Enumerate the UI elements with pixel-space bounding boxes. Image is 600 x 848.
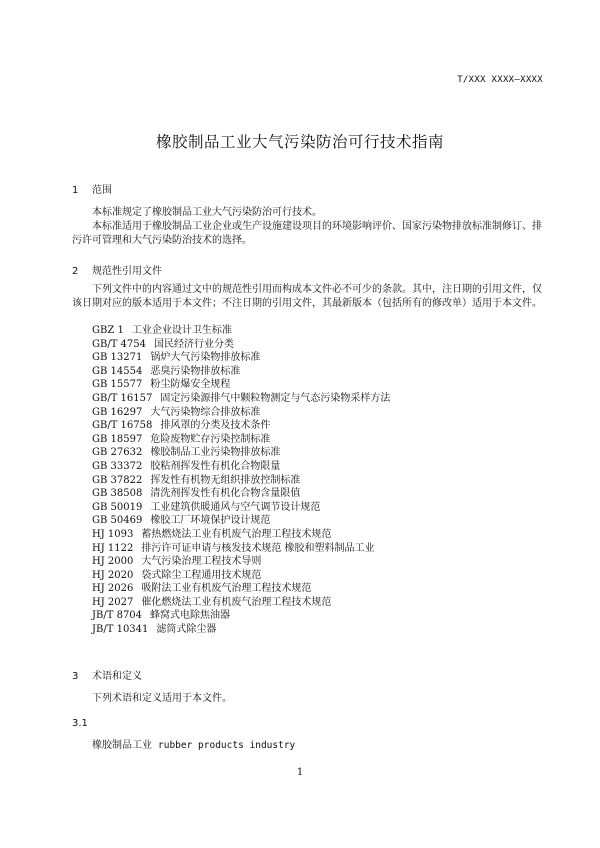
- reference-code: GB 18597: [92, 433, 143, 445]
- reference-code: HJ 2026: [92, 583, 134, 595]
- section-1-number: 1: [72, 185, 79, 196]
- reference-item: [92, 623, 390, 637]
- section-2-intro: 下列文件中的内容通过文中的规范性引用而构成本文件必不可少的条款。其中，注日期的引用文件，仅该日期对应的版本适用于本文件；不注日期的引用文件，其最新版本（包括所有的修改单）适用于本文件。: [72, 284, 542, 309]
- reference-code: GB/T 4754: [92, 338, 147, 350]
- reference-title: 催化燃烧法工业有机废气治理工程技术规范: [141, 596, 332, 608]
- reference-item: [92, 433, 390, 447]
- reference-code: GB 37822: [92, 474, 143, 486]
- reference-item: [92, 406, 390, 420]
- reference-code: GB 16297: [92, 406, 143, 418]
- reference-title: 橡胶制品工业污染物排放标准: [150, 447, 281, 459]
- section-3-title: 术语和定义: [92, 671, 142, 682]
- reference-item: [92, 514, 390, 528]
- reference-title: 清洗剂挥发性有机化合物含量限值: [150, 488, 301, 500]
- section-2-title: 规范性引用文件: [92, 266, 162, 277]
- reference-code: HJ 2000: [92, 556, 134, 568]
- reference-code: GB 13271: [92, 352, 143, 364]
- reference-item: [92, 582, 390, 596]
- reference-title: 橡胶工厂环境保护设计规范: [150, 515, 271, 527]
- reference-title: 粉尘防爆安全规程: [150, 379, 231, 391]
- reference-title: 蜂窝式电除焦油器: [150, 610, 231, 622]
- reference-code: GB 33372: [92, 460, 143, 472]
- section-3-intro: 下列术语和定义适用于本文件。: [92, 693, 232, 704]
- reference-title: 固定污染源排气中颗粒物测定与气态污染物采样方法: [160, 392, 391, 404]
- reference-title: 工业企业设计卫生标准: [131, 325, 232, 336]
- section-1-paragraph-1: 本标准规定了橡胶制品工业大气污染防治可行技术。: [92, 207, 322, 218]
- section-3-number: 3: [72, 671, 79, 682]
- reference-title: 袋式除尘工程通用技术规范: [141, 569, 262, 581]
- reference-title: 胶粘剂挥发性有机化合物限量: [150, 460, 281, 472]
- reference-list: [92, 324, 390, 637]
- term-number: 3.1: [72, 718, 88, 729]
- reference-item: [92, 324, 390, 338]
- reference-title: 滤筒式除尘器: [156, 624, 217, 636]
- reference-code: GB 15577: [92, 379, 143, 391]
- reference-title: 排污许可证申请与核发技术规范 橡胶和塑料制品工业: [141, 542, 375, 554]
- reference-title: 锅炉大气污染物排放标准: [150, 352, 261, 364]
- reference-item: [92, 392, 390, 406]
- section-2-heading: [72, 262, 162, 277]
- reference-item: [92, 351, 390, 365]
- reference-item: [92, 474, 390, 488]
- reference-code: JB/T 10341: [92, 624, 149, 636]
- section-1-title: 范围: [92, 185, 112, 196]
- reference-code: GB 38508: [92, 488, 143, 500]
- reference-code: HJ 1122: [92, 542, 134, 554]
- reference-title: 蓄热燃烧法工业有机废气治理工程技术规范: [141, 528, 332, 540]
- document-title: 橡胶制品工业大气污染防治可行技术指南: [155, 133, 444, 151]
- reference-title: 吸附法工业有机废气治理工程技术规范: [141, 583, 312, 595]
- reference-item: [92, 419, 390, 433]
- reference-item: [92, 609, 390, 623]
- reference-title: 挥发性有机物无组织排放控制标准: [150, 474, 301, 486]
- reference-code: GBZ 1: [92, 325, 124, 336]
- document-code: T/XXX XXXX—XXXX: [457, 75, 543, 85]
- reference-title: 排风罩的分类及技术条件: [160, 420, 271, 432]
- reference-item: [92, 501, 390, 515]
- reference-title: 大气污染物综合排放标准: [150, 406, 261, 418]
- reference-item: [92, 338, 390, 352]
- reference-code: HJ 1093: [92, 528, 134, 540]
- reference-title: 危险废物贮存污染控制标准: [150, 433, 271, 445]
- reference-item: [92, 542, 390, 556]
- page-number: 1: [296, 767, 304, 778]
- section-1-heading: [72, 181, 112, 196]
- reference-title: 工业建筑供暖通风与空气调节设计规范: [150, 501, 321, 513]
- term-entry: [92, 736, 295, 751]
- section-2-number: 2: [72, 266, 79, 277]
- term-english: rubber products industry: [158, 740, 296, 751]
- section-1-paragraph-2: 本标准适用于橡胶制品工业企业或生产设施建设项目的环境影响评价、国家污染物排放标准制修订、排污许可管理和大气污染防治技术的选择。: [72, 221, 542, 246]
- reference-code: JB/T 8704: [92, 610, 143, 622]
- reference-code: GB 14554: [92, 365, 143, 377]
- reference-code: HJ 2020: [92, 569, 134, 581]
- reference-title: 国民经济行业分类: [154, 338, 235, 350]
- section-3-heading: [72, 667, 142, 682]
- reference-item: [92, 378, 390, 392]
- reference-item: [92, 528, 390, 542]
- reference-item: [92, 596, 390, 610]
- reference-item: [92, 487, 390, 501]
- term-chinese: 橡胶制品工业: [92, 740, 152, 751]
- reference-code: GB 50019: [92, 501, 143, 513]
- reference-title: 大气污染治理工程技术导则: [141, 556, 262, 568]
- reference-item: [92, 555, 390, 569]
- reference-item: [92, 446, 390, 460]
- reference-item: [92, 569, 390, 583]
- reference-item: [92, 460, 390, 474]
- reference-item: [92, 365, 390, 379]
- reference-code: GB/T 16758: [92, 420, 153, 432]
- reference-code: HJ 2027: [92, 596, 134, 608]
- reference-code: GB 27632: [92, 447, 143, 459]
- reference-code: GB 50469: [92, 515, 143, 527]
- reference-title: 恶臭污染物排放标准: [150, 365, 241, 377]
- reference-code: GB/T 16157: [92, 392, 153, 404]
